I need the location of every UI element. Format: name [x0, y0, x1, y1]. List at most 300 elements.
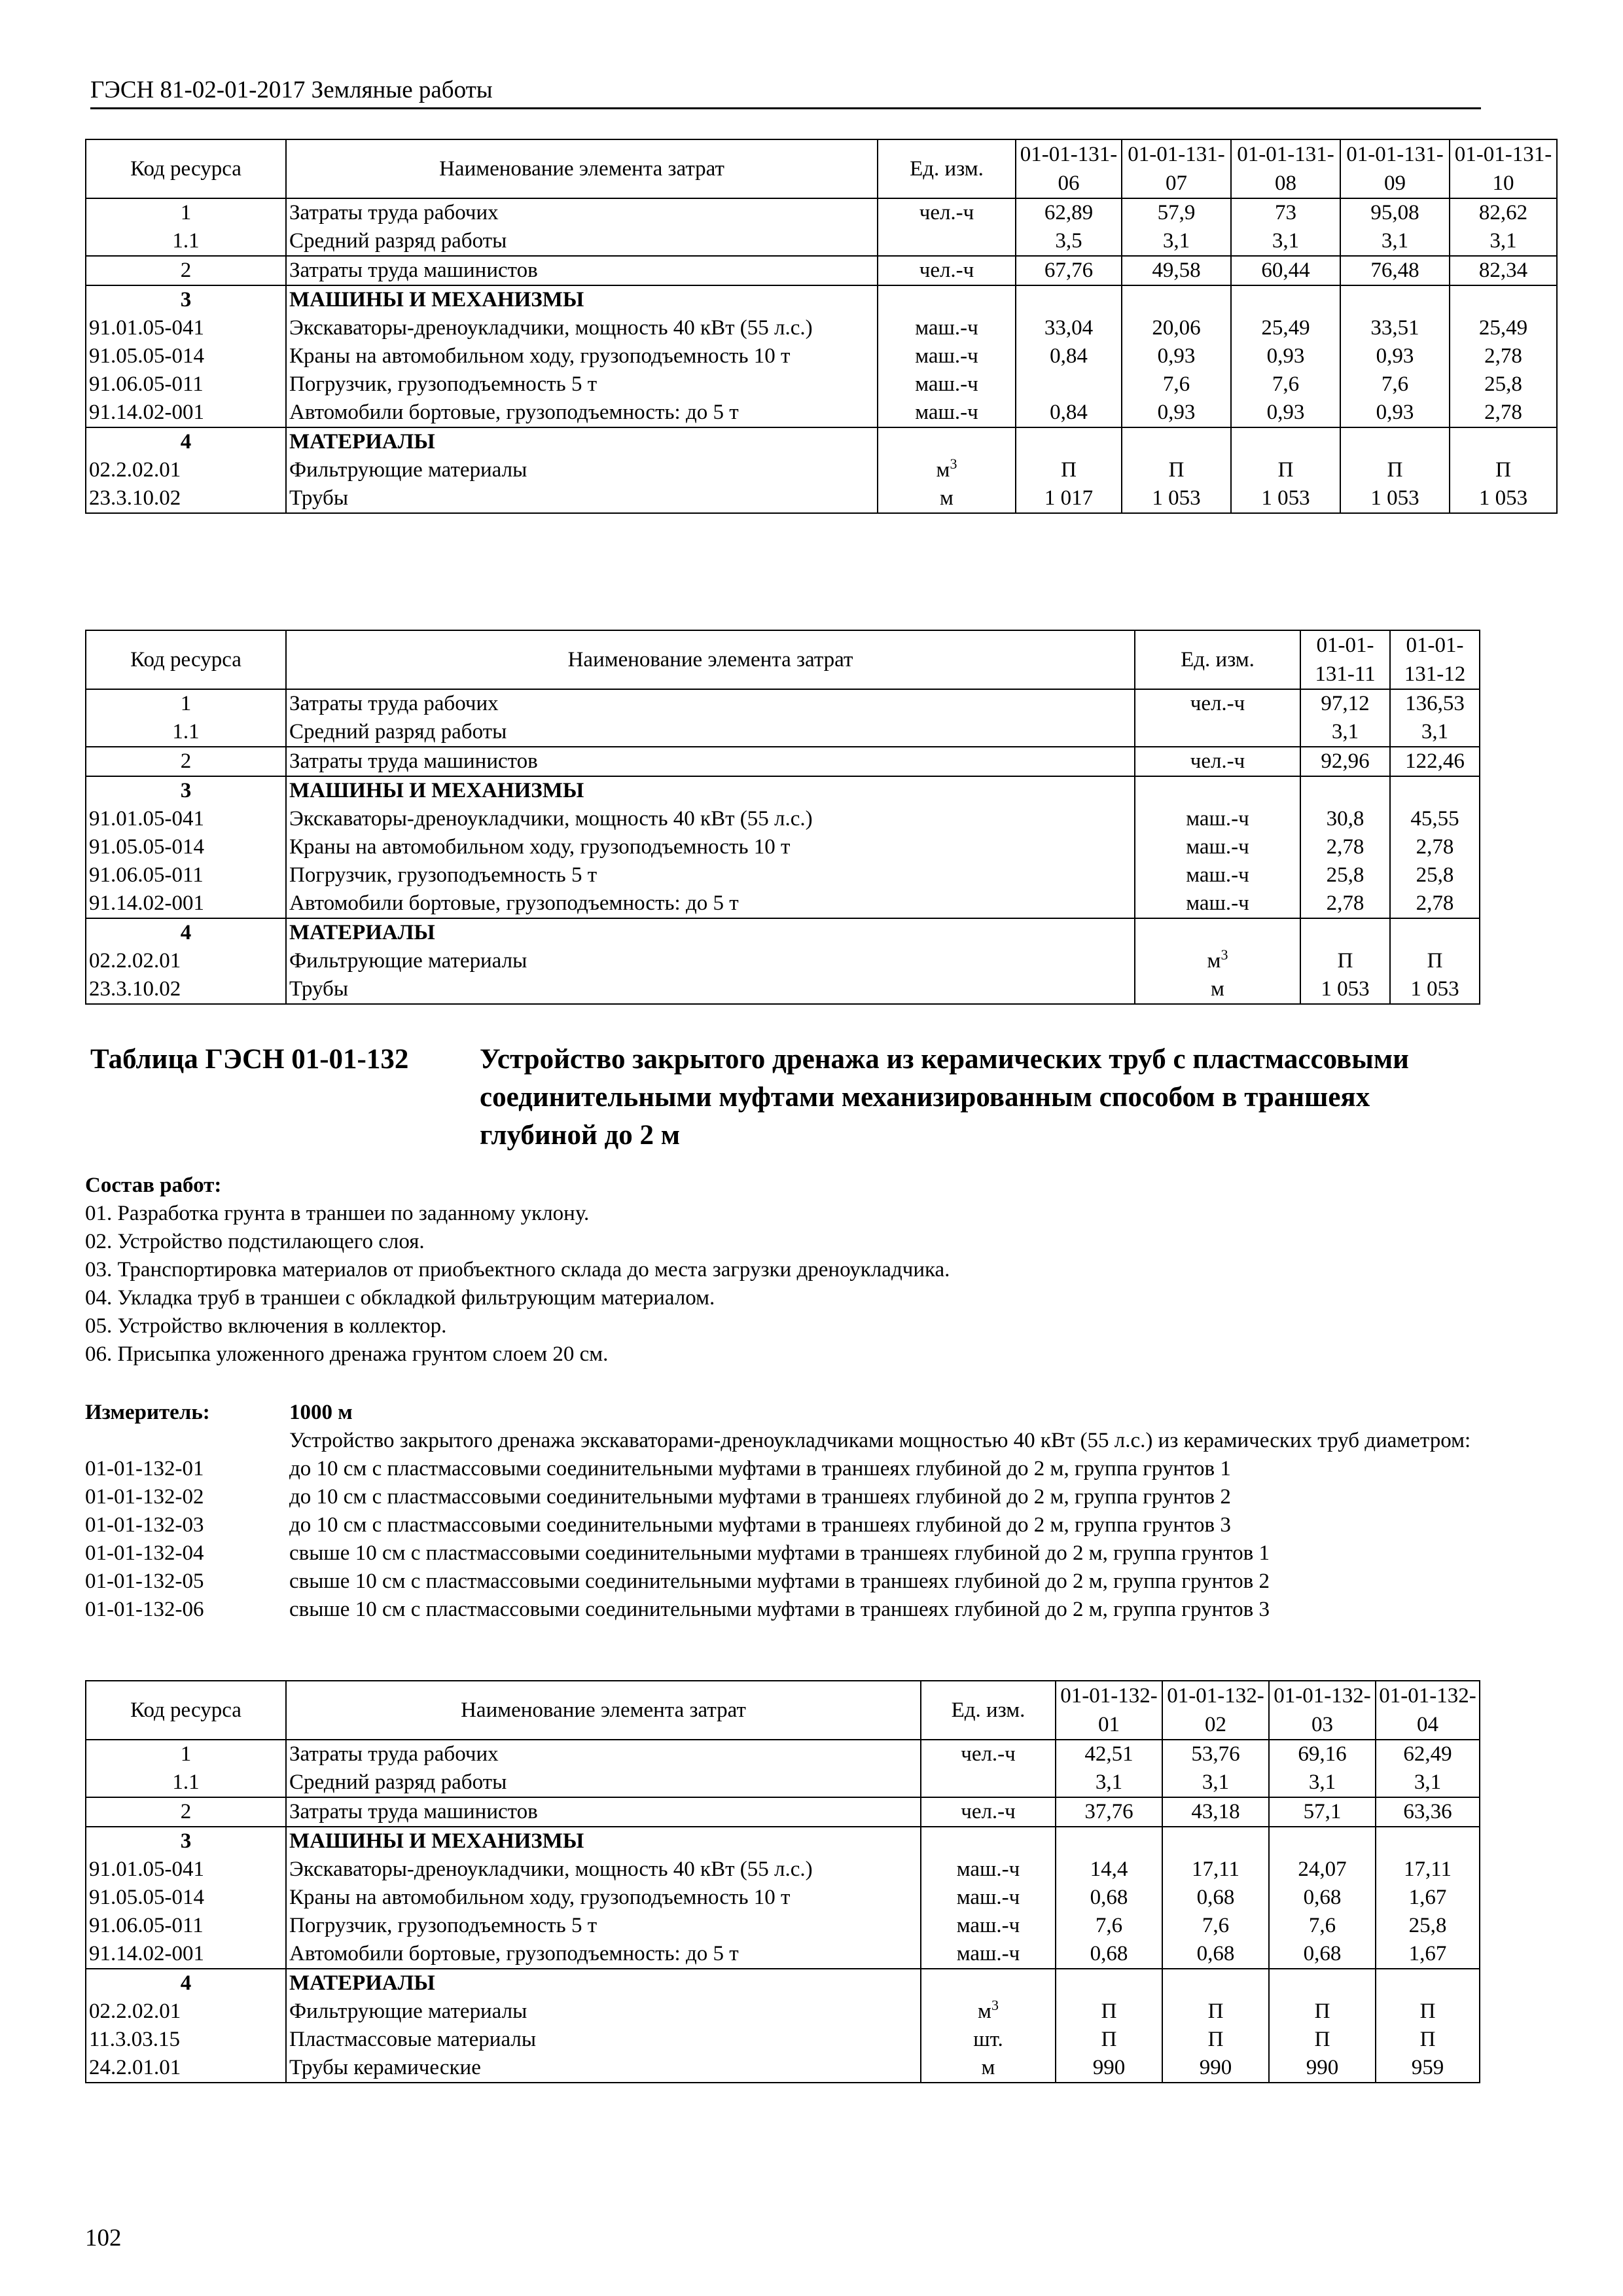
- cell-unit: [1135, 718, 1300, 747]
- table-row: [86, 342, 1557, 370]
- cell-name: Экскаваторы-дреноукладчики, мощность 40 кВт (55 л.с.): [286, 1856, 921, 1884]
- cell-code: 91.06.05-011: [86, 370, 286, 399]
- cell-value: П: [1269, 1998, 1376, 2026]
- cell-value: П: [1056, 1998, 1162, 2026]
- cell-value: 0,93: [1231, 342, 1340, 370]
- cell-code: 91.05.05-014: [86, 342, 286, 370]
- cell-unit: [878, 456, 1016, 484]
- cell-value: 1 053: [1122, 484, 1231, 513]
- cell-value: 82,34: [1450, 256, 1557, 285]
- cell-unit: маш.-ч: [921, 1940, 1056, 1969]
- cell-value: 33,04: [1016, 314, 1122, 342]
- cell-value: 25,49: [1450, 314, 1557, 342]
- cell-unit: маш.-ч: [1135, 889, 1300, 918]
- works-composition: [85, 1172, 1486, 1369]
- works-item: 05. Устройство включения в коллектор.: [85, 1314, 447, 1338]
- section-row-machines: [86, 285, 1557, 314]
- cell-code: 91.06.05-011: [86, 861, 286, 889]
- cell-value: 14,4: [1056, 1856, 1162, 1884]
- cell-code: 2: [86, 747, 286, 776]
- running-title: ГЭСН 81-02-01-2017 Земляные работы: [90, 76, 1481, 109]
- col-header-name: Наименование элемента затрат: [286, 630, 1135, 689]
- cell-unit: чел.-ч: [878, 256, 1016, 285]
- cell-value: 25,8: [1376, 1912, 1480, 1940]
- works-item: 01. Разработка грунта в траншеи по заданному уклону.: [85, 1202, 590, 1225]
- cell-unit: маш.-ч: [1135, 833, 1300, 861]
- cell-code: 1: [86, 198, 286, 227]
- cell-value: 7,6: [1162, 1912, 1269, 1940]
- cell-code: 4: [86, 427, 286, 456]
- section-title: МАШИНЫ И МЕХАНИЗМЫ: [286, 285, 878, 314]
- cell-value: П: [1162, 2026, 1269, 2054]
- cell-name: Трубы: [286, 975, 1135, 1004]
- cell-value: П: [1376, 2026, 1480, 2054]
- cell-name: Экскаваторы-дреноукладчики, мощность 40 кВт (55 л.с.): [286, 314, 878, 342]
- cell-value: 1 017: [1016, 484, 1122, 513]
- norm-code: 01-01-132-03: [85, 1513, 204, 1537]
- cell-unit: чел.-ч: [1135, 689, 1300, 718]
- section-title: МАШИНЫ И МЕХАНИЗМЫ: [286, 1827, 921, 1856]
- cell-value: 7,6: [1340, 370, 1450, 399]
- cell-value: 25,8: [1390, 861, 1480, 889]
- cell-value: П: [1016, 456, 1122, 484]
- cell-code: 2: [86, 1797, 286, 1827]
- table-row: [86, 1856, 1480, 1884]
- col-header-name: Наименование элемента затрат: [286, 1681, 921, 1740]
- cell-code: 02.2.02.01: [86, 456, 286, 484]
- cell-value: 3,1: [1376, 1768, 1480, 1797]
- cell-name: Погрузчик, грузоподъемность 5 т: [286, 1912, 921, 1940]
- table-row: [86, 370, 1557, 399]
- norm-text: свыше 10 см с пластмассовыми соединительными муфтами в траншеях глубиной до 2 м, группа грунтов 2: [289, 1570, 1270, 1593]
- works-item: 06. Присыпка уложенного дренажа грунтом слоем 20 см.: [85, 1342, 609, 1366]
- col-header-code: Код ресурса: [86, 630, 286, 689]
- norm-text: свыше 10 см с пластмассовыми соединительными муфтами в траншеях глубиной до 2 м, группа грунтов 3: [289, 1598, 1270, 1621]
- table-row: [86, 889, 1480, 918]
- cell-code: 3: [86, 285, 286, 314]
- cell-name: Фильтрующие материалы: [286, 947, 1135, 975]
- table-number: Таблица ГЭСН 01-01-132: [90, 1044, 409, 1075]
- section-row-materials: [86, 1969, 1480, 1998]
- cell-name: Погрузчик, грузоподъемность 5 т: [286, 370, 878, 399]
- cell-unit: маш.-ч: [878, 314, 1016, 342]
- unit-text: м: [1207, 949, 1221, 973]
- cell-unit: м: [878, 484, 1016, 513]
- cell-unit: чел.-ч: [878, 198, 1016, 227]
- cell-value: 24,07: [1269, 1856, 1376, 1884]
- unit-text: м: [978, 2000, 991, 2023]
- cell-code: 11.3.03.15: [86, 2026, 286, 2054]
- cell-code: 1.1: [86, 718, 286, 747]
- cell-code: 91.01.05-041: [86, 805, 286, 833]
- cell-value: 0,93: [1231, 399, 1340, 427]
- table-row: [86, 1940, 1480, 1969]
- cell-value: 1 053: [1300, 975, 1390, 1004]
- cell-name: Затраты труда рабочих: [286, 1740, 921, 1768]
- cell-value: 92,96: [1300, 747, 1390, 776]
- norm-code: 01-01-132-02: [85, 1485, 204, 1509]
- cell-value: 0,68: [1269, 1884, 1376, 1912]
- table-row: [86, 861, 1480, 889]
- cell-value: П: [1450, 456, 1557, 484]
- norm-text: до 10 см с пластмассовыми соединительными муфтами в траншеях глубиной до 2 м, группа грунтов 3: [289, 1513, 1231, 1537]
- cell-value: 3,5: [1016, 227, 1122, 256]
- col-header-norm: 01-01-132-01: [1056, 1681, 1162, 1740]
- cell-value: 57,1: [1269, 1797, 1376, 1827]
- cell-unit: м: [1135, 975, 1300, 1004]
- cell-name: Средний разряд работы: [286, 718, 1135, 747]
- measure-label: Измеритель:: [85, 1401, 210, 1424]
- cell-value: 25,8: [1300, 861, 1390, 889]
- cell-code: 23.3.10.02: [86, 975, 286, 1004]
- cell-name: Экскаваторы-дреноукладчики, мощность 40 кВт (55 л.с.): [286, 805, 1135, 833]
- cell-unit: маш.-ч: [878, 342, 1016, 370]
- cell-value: 3,1: [1300, 718, 1390, 747]
- norm-item: [85, 1596, 1486, 1624]
- cell-value: 30,8: [1300, 805, 1390, 833]
- table-row: [86, 198, 1557, 227]
- cell-name: Затраты труда рабочих: [286, 689, 1135, 718]
- cell-value: 122,46: [1390, 747, 1480, 776]
- cell-unit: [921, 1768, 1056, 1797]
- cell-value: 2,78: [1390, 833, 1480, 861]
- cell-value: 0,93: [1122, 399, 1231, 427]
- cell-name: Фильтрующие материалы: [286, 456, 878, 484]
- cell-unit: м: [921, 2054, 1056, 2083]
- cell-unit: маш.-ч: [1135, 805, 1300, 833]
- table-row: [86, 1912, 1480, 1940]
- cell-value: 7,6: [1122, 370, 1231, 399]
- cell-value: 0,68: [1056, 1884, 1162, 1912]
- cell-value: 1 053: [1390, 975, 1480, 1004]
- cell-value: 95,08: [1340, 198, 1450, 227]
- cell-value: 7,6: [1056, 1912, 1162, 1940]
- norm-text: свыше 10 см с пластмассовыми соединительными муфтами в траншеях глубиной до 2 м, группа грунтов 1: [289, 1541, 1270, 1565]
- cell-value: 1,67: [1376, 1940, 1480, 1969]
- section-title: МАТЕРИАЛЫ: [286, 918, 1135, 947]
- cell-value: 1 053: [1231, 484, 1340, 513]
- cell-code: 1: [86, 689, 286, 718]
- cell-value: 136,53: [1390, 689, 1480, 718]
- measure-description: Устройство закрытого дренажа экскаваторами-дреноукладчиками мощностью 40 кВт (55 л.с.) из керамических труб диаметром:: [289, 1429, 1471, 1452]
- table-row: [86, 1797, 1480, 1827]
- cell-value: 1 053: [1340, 484, 1450, 513]
- cell-value: 7,6: [1269, 1912, 1376, 1940]
- measure-block: [85, 1399, 1486, 1624]
- cell-value: П: [1122, 456, 1231, 484]
- cell-value: П: [1340, 456, 1450, 484]
- cell-value: 97,12: [1300, 689, 1390, 718]
- cell-code: 91.01.05-041: [86, 1856, 286, 1884]
- cell-value: 20,06: [1122, 314, 1231, 342]
- cell-value: 76,48: [1340, 256, 1450, 285]
- cell-value: 1 053: [1450, 484, 1557, 513]
- cell-code: 1.1: [86, 1768, 286, 1797]
- cell-unit: маш.-ч: [878, 370, 1016, 399]
- cell-value: 17,11: [1162, 1856, 1269, 1884]
- cell-unit: маш.-ч: [921, 1884, 1056, 1912]
- cell-value: 53,76: [1162, 1740, 1269, 1768]
- works-item: 04. Укладка труб в траншеи с обкладкой фильтрующим материалом.: [85, 1286, 715, 1310]
- works-title: Состав работ:: [85, 1174, 222, 1197]
- measure-description-row: [85, 1427, 1486, 1455]
- col-header-unit: Ед. изм.: [921, 1681, 1056, 1740]
- cell-code: 1.1: [86, 227, 286, 256]
- cell-name: Автомобили бортовые, грузоподъемность: до 5 т: [286, 399, 878, 427]
- cell-value: 2,78: [1300, 833, 1390, 861]
- col-header-norm: 01-01-131-08: [1231, 139, 1340, 198]
- cell-value: 17,11: [1376, 1856, 1480, 1884]
- table-row: [86, 2026, 1480, 2054]
- table-row: [86, 1884, 1480, 1912]
- cell-value: 0,84: [1016, 342, 1122, 370]
- col-header-norm: 01-01-132-02: [1162, 1681, 1269, 1740]
- table-row: [86, 314, 1557, 342]
- cell-value: 82,62: [1450, 198, 1557, 227]
- table-row: [86, 1740, 1480, 1768]
- table-row: [86, 947, 1480, 975]
- cell-value: 0,68: [1269, 1940, 1376, 1969]
- cell-unit: маш.-ч: [1135, 861, 1300, 889]
- col-header-unit: Ед. изм.: [1135, 630, 1300, 689]
- cell-value: 3,1: [1340, 227, 1450, 256]
- col-header-norm: 01-01-131-12: [1390, 630, 1480, 689]
- section-row-machines: [86, 1827, 1480, 1856]
- cell-value: 2,78: [1390, 889, 1480, 918]
- table-row: [86, 484, 1557, 513]
- col-header-norm: 01-01-132-03: [1269, 1681, 1376, 1740]
- cell-value: 0,93: [1340, 342, 1450, 370]
- norm-code: 01-01-132-04: [85, 1541, 204, 1565]
- cell-unit: маш.-ч: [878, 399, 1016, 427]
- cell-value: 0,84: [1016, 399, 1122, 427]
- cell-name: Средний разряд работы: [286, 1768, 921, 1797]
- norm-text: до 10 см с пластмассовыми соединительными муфтами в траншеях глубиной до 2 м, группа грунтов 2: [289, 1485, 1231, 1509]
- cell-unit: чел.-ч: [1135, 747, 1300, 776]
- cell-name: Краны на автомобильном ходу, грузоподъемность 10 т: [286, 1884, 921, 1912]
- cell-value: 37,76: [1056, 1797, 1162, 1827]
- cell-name: Трубы: [286, 484, 878, 513]
- resource-table-131-06-10: [85, 139, 1558, 514]
- section-title: МАШИНЫ И МЕХАНИЗМЫ: [286, 776, 1135, 805]
- cell-code: 23.3.10.02: [86, 484, 286, 513]
- cell-name: Затраты труда машинистов: [286, 747, 1135, 776]
- cell-name: Автомобили бортовые, грузоподъемность: до 5 т: [286, 1940, 921, 1969]
- cell-value: 3,1: [1269, 1768, 1376, 1797]
- table-row: [86, 747, 1480, 776]
- cell-value: 3,1: [1162, 1768, 1269, 1797]
- cell-unit: маш.-ч: [921, 1856, 1056, 1884]
- section-row-materials: [86, 918, 1480, 947]
- cell-code: 3: [86, 1827, 286, 1856]
- resource-table-132-01-04: [85, 1680, 1480, 2083]
- cell-name: Затраты труда машинистов: [286, 1797, 921, 1827]
- cell-code: 1: [86, 1740, 286, 1768]
- cell-value: 1,67: [1376, 1884, 1480, 1912]
- table-row: [86, 227, 1557, 256]
- cell-unit: [921, 1998, 1056, 2026]
- cell-value: 73: [1231, 198, 1340, 227]
- cell-value: 3,1: [1122, 227, 1231, 256]
- cell-code: 91.14.02-001: [86, 1940, 286, 1969]
- norm-code: 01-01-132-05: [85, 1570, 204, 1593]
- cell-unit: [1135, 947, 1300, 975]
- cell-name: Краны на автомобильном ходу, грузоподъемность 10 т: [286, 833, 1135, 861]
- cell-code: 91.05.05-014: [86, 833, 286, 861]
- cell-value: 2,78: [1450, 399, 1557, 427]
- cell-code: 4: [86, 1969, 286, 1998]
- cell-code: 24.2.01.01: [86, 2054, 286, 2083]
- cell-name: Средний разряд работы: [286, 227, 878, 256]
- cell-name: Трубы керамические: [286, 2054, 921, 2083]
- cell-value: П: [1300, 947, 1390, 975]
- cell-value: 0,93: [1122, 342, 1231, 370]
- col-header-code: Код ресурса: [86, 1681, 286, 1740]
- unit-text: м: [936, 458, 950, 482]
- cell-name: Погрузчик, грузоподъемность 5 т: [286, 861, 1135, 889]
- norm-item: [85, 1568, 1486, 1596]
- table-row: [86, 975, 1480, 1004]
- cell-value: 2,78: [1450, 342, 1557, 370]
- cell-value: 3,1: [1390, 718, 1480, 747]
- table-row: [86, 256, 1557, 285]
- cell-name: Автомобили бортовые, грузоподъемность: до 5 т: [286, 889, 1135, 918]
- col-header-norm: 01-01-132-04: [1376, 1681, 1480, 1740]
- norm-text: до 10 см с пластмассовыми соединительными муфтами в траншеях глубиной до 2 м, группа грунтов 1: [289, 1457, 1231, 1480]
- cell-code: 91.05.05-014: [86, 1884, 286, 1912]
- cell-code: 4: [86, 918, 286, 947]
- cell-value: 42,51: [1056, 1740, 1162, 1768]
- cell-unit: [878, 227, 1016, 256]
- cell-code: 02.2.02.01: [86, 1998, 286, 2026]
- cell-unit: чел.-ч: [921, 1740, 1056, 1768]
- col-header-code: Код ресурса: [86, 139, 286, 198]
- cell-value: 3,1: [1056, 1768, 1162, 1797]
- norm-code: 01-01-132-01: [85, 1457, 204, 1480]
- cell-value: 7,6: [1231, 370, 1340, 399]
- table-row: [86, 718, 1480, 747]
- cell-value: П: [1231, 456, 1340, 484]
- section-title: МАТЕРИАЛЫ: [286, 427, 878, 456]
- cell-value: 25,49: [1231, 314, 1340, 342]
- cell-value: П: [1162, 1998, 1269, 2026]
- section-title: МАТЕРИАЛЫ: [286, 1969, 921, 1998]
- table-row: [86, 2054, 1480, 2083]
- table-header-row: [86, 630, 1480, 689]
- cell-code: 2: [86, 256, 286, 285]
- cell-name: Затраты труда машинистов: [286, 256, 878, 285]
- cell-value: 990: [1056, 2054, 1162, 2083]
- unit-exponent: 3: [991, 1997, 999, 2013]
- table-row: [86, 456, 1557, 484]
- measure-row: [85, 1399, 1486, 1427]
- col-header-norm: 01-01-131-07: [1122, 139, 1231, 198]
- table-row: [86, 689, 1480, 718]
- norm-code: 01-01-132-06: [85, 1598, 204, 1621]
- cell-code: 91.01.05-041: [86, 314, 286, 342]
- table-row: [86, 833, 1480, 861]
- section-row-machines: [86, 776, 1480, 805]
- cell-value: 2,78: [1300, 889, 1390, 918]
- cell-value: 43,18: [1162, 1797, 1269, 1827]
- cell-unit: шт.: [921, 2026, 1056, 2054]
- col-header-norm: 01-01-131-09: [1340, 139, 1450, 198]
- cell-value: 0,68: [1162, 1940, 1269, 1969]
- cell-code: 3: [86, 776, 286, 805]
- norm-item: [85, 1511, 1486, 1539]
- cell-value: 60,44: [1231, 256, 1340, 285]
- cell-value: 990: [1269, 2054, 1376, 2083]
- cell-value: 57,9: [1122, 198, 1231, 227]
- cell-value: 25,8: [1450, 370, 1557, 399]
- cell-value: П: [1390, 947, 1480, 975]
- cell-value: 990: [1162, 2054, 1269, 2083]
- cell-value: 62,89: [1016, 198, 1122, 227]
- cell-value: 3,1: [1231, 227, 1340, 256]
- cell-value: 0,68: [1056, 1940, 1162, 1969]
- table-row: [86, 1998, 1480, 2026]
- cell-value: 62,49: [1376, 1740, 1480, 1768]
- cell-code: 91.14.02-001: [86, 889, 286, 918]
- cell-value: П: [1376, 1998, 1480, 2026]
- table-row: [86, 399, 1557, 427]
- table-header-row: [86, 139, 1557, 198]
- page-number: 102: [85, 2225, 122, 2251]
- col-header-unit: Ед. изм.: [878, 139, 1016, 198]
- cell-value: 63,36: [1376, 1797, 1480, 1827]
- norm-item: [85, 1455, 1486, 1483]
- cell-value: 45,55: [1390, 805, 1480, 833]
- unit-exponent: 3: [950, 456, 957, 472]
- norm-item: [85, 1539, 1486, 1568]
- table-row: [86, 1768, 1480, 1797]
- col-header-norm: 01-01-131-06: [1016, 139, 1122, 198]
- works-item: 02. Устройство подстилающего слоя.: [85, 1230, 425, 1253]
- resource-table-131-11-12: [85, 630, 1480, 1005]
- cell-name: Фильтрующие материалы: [286, 1998, 921, 2026]
- cell-value: 0,68: [1162, 1884, 1269, 1912]
- cell-value: 69,16: [1269, 1740, 1376, 1768]
- col-header-norm: 01-01-131-10: [1450, 139, 1557, 198]
- table-row: [86, 805, 1480, 833]
- cell-value: [1016, 370, 1122, 399]
- cell-value: 959: [1376, 2054, 1480, 2083]
- norm-item: [85, 1483, 1486, 1511]
- cell-code: 91.14.02-001: [86, 399, 286, 427]
- cell-name: Пластмассовые материалы: [286, 2026, 921, 2054]
- section-row-materials: [86, 427, 1557, 456]
- col-header-norm: 01-01-131-11: [1300, 630, 1390, 689]
- cell-name: Затраты труда рабочих: [286, 198, 878, 227]
- cell-value: 49,58: [1122, 256, 1231, 285]
- cell-value: 0,93: [1340, 399, 1450, 427]
- measure-value: 1000 м: [289, 1401, 353, 1424]
- cell-unit: маш.-ч: [921, 1912, 1056, 1940]
- cell-value: П: [1056, 2026, 1162, 2054]
- cell-code: 91.06.05-011: [86, 1912, 286, 1940]
- col-header-name: Наименование элемента затрат: [286, 139, 878, 198]
- table-header-row: [86, 1681, 1480, 1740]
- cell-name: Краны на автомобильном ходу, грузоподъемность 10 т: [286, 342, 878, 370]
- cell-value: П: [1269, 2026, 1376, 2054]
- cell-value: 33,51: [1340, 314, 1450, 342]
- cell-value: 67,76: [1016, 256, 1122, 285]
- unit-exponent: 3: [1221, 946, 1228, 963]
- cell-unit: чел.-ч: [921, 1797, 1056, 1827]
- cell-code: 02.2.02.01: [86, 947, 286, 975]
- cell-value: 3,1: [1450, 227, 1557, 256]
- works-item: 03. Транспортировка материалов от приобъектного склада до места загрузки дреноукладчика.: [85, 1258, 950, 1282]
